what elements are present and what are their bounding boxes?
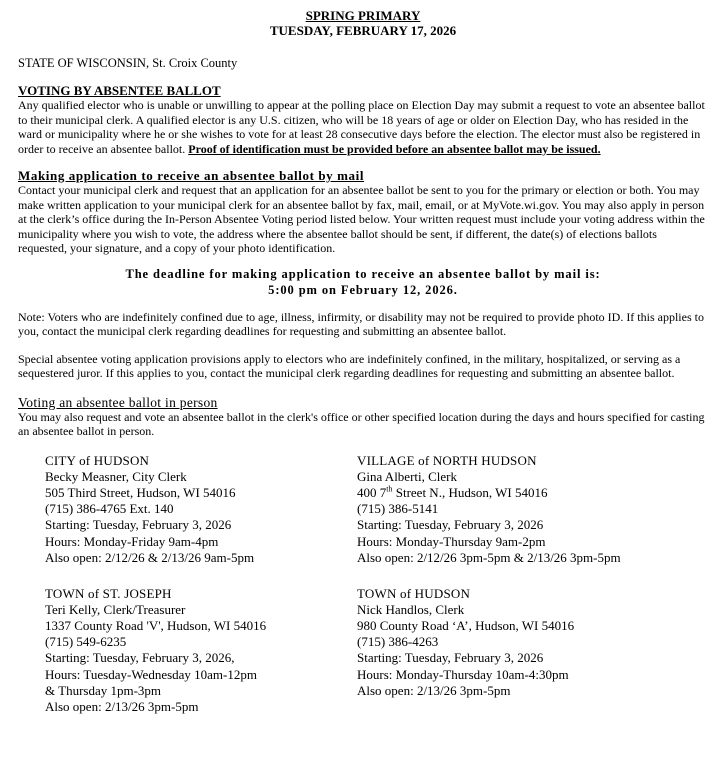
in-person-body: You may also request and vote an absentee ballot in the clerk's office or other specified location during the days and hours specified for casting an absentee ballot in person. bbox=[18, 409, 705, 438]
absentee-paragraph bbox=[18, 98, 708, 156]
office-city-of-hudson bbox=[45, 453, 375, 566]
office-town-of-st-joseph bbox=[45, 586, 375, 716]
office-starting: Starting: Tuesday, February 3, 2026 bbox=[357, 650, 544, 666]
ordinal-suffix: th bbox=[386, 484, 393, 494]
clerk-offices bbox=[18, 453, 708, 723]
election-date: TUESDAY, FEBRUARY 17, 2026 bbox=[269, 23, 457, 38]
office-phone: (715) 386-5141 bbox=[357, 501, 439, 517]
office-hours: Hours: Monday-Friday 9am-4pm bbox=[45, 533, 219, 549]
deadline-line-1: The deadline for making application to receive an absentee ballot by mail is: bbox=[125, 266, 601, 281]
mail-application-body: Contact your municipal clerk and request that an application for an absentee ballot be sent to you for the primary or election or both. You may make written application to your municipal clerk for an absentee ballot by fax, mail, email, or at MyVote.wi.gov. You may also apply in person at the clerk’s office during the In-Person Absentee Voting period listed below. Your written request must include your voting address within the municipality where you wish to vote, the address where the absentee ballot should be sent, if different, the date(s) of elections ballots requested, your signature, and a copy of your photo identification. bbox=[18, 183, 705, 255]
deadline-line-2: 5:00 pm on February 12, 2026. bbox=[268, 282, 458, 297]
mail-application-heading: Making application to receive an absentee ballot by mail bbox=[18, 168, 365, 183]
notice-document bbox=[18, 8, 708, 723]
special-provisions: Special absentee voting application provisions apply to electors who are indefinitely confined, in the military, hospitalized, or serving as a sequestered juror. If this applies to you, contact the municipal clerk regarding deadlines for requesting and submitting an absentee ballot. bbox=[18, 351, 681, 380]
office-hours-continued: & Thursday 1pm-3pm bbox=[45, 682, 162, 698]
notice-title: SPRING PRIMARY bbox=[305, 8, 421, 23]
office-phone: (715) 386-4263 bbox=[357, 634, 439, 650]
office-address bbox=[357, 485, 687, 501]
office-address: 505 Third Street, Hudson, WI 54016 bbox=[45, 484, 236, 500]
state-line: STATE OF WISCONSIN, St. Croix County bbox=[18, 56, 238, 70]
office-clerk: Gina Alberti, Clerk bbox=[357, 468, 458, 484]
absentee-body: Any qualified elector who is unable or unwilling to appear at the polling place on Election Day may submit a request to vote an absentee ballot to their municipal clerk. A qualified elector is any U.S. citizen, who will be 18 years of age or older on Election Day, who has resided in the ward or municipality where he or she wishes to vote for at least 28 consecutive days before the election. The elector must also be registered in order to receive an absentee ballot. bbox=[18, 98, 705, 156]
office-village-of-north-hudson bbox=[357, 453, 687, 566]
office-hours: Hours: Monday-Thursday 10am-4:30pm bbox=[357, 666, 569, 682]
office-name: TOWN of HUDSON bbox=[357, 585, 471, 601]
id-requirement: Proof of identification must be provided before an absentee ballot may be issued. bbox=[188, 141, 601, 156]
office-also-open: Also open: 2/12/26 3pm-5pm & 2/13/26 3pm-5pm bbox=[357, 549, 621, 565]
office-name: TOWN of ST. JOSEPH bbox=[45, 585, 172, 601]
office-starting: Starting: Tuesday, February 3, 2026 bbox=[357, 517, 544, 533]
office-phone: (715) 549-6235 bbox=[45, 634, 127, 650]
office-phone: (715) 386-4765 Ext. 140 bbox=[45, 501, 174, 517]
address-number: 400 7 bbox=[357, 484, 387, 500]
office-also-open: Also open: 2/13/26 3pm-5pm bbox=[357, 682, 511, 698]
office-clerk: Nick Handlos, Clerk bbox=[357, 601, 465, 617]
office-starting: Starting: Tuesday, February 3, 2026, bbox=[45, 650, 235, 666]
address-street: Street N., Hudson, WI 54016 bbox=[392, 484, 548, 500]
office-town-of-hudson bbox=[357, 586, 687, 699]
office-also-open: Also open: 2/12/26 & 2/13/26 9am-5pm bbox=[45, 549, 255, 565]
office-starting: Starting: Tuesday, February 3, 2026 bbox=[45, 517, 232, 533]
office-clerk: Becky Measner, City Clerk bbox=[45, 468, 187, 484]
office-hours: Hours: Tuesday-Wednesday 10am-12pm bbox=[45, 666, 257, 682]
office-address: 1337 County Road 'V', Hudson, WI 54016 bbox=[45, 617, 267, 633]
office-name: VILLAGE of NORTH HUDSON bbox=[357, 452, 537, 468]
office-clerk: Teri Kelly, Clerk/Treasurer bbox=[45, 601, 186, 617]
indefinitely-confined-note: Note: Voters who are indefinitely confined due to age, illness, infirmity, or disability may not be required to provide photo ID. If this applies to you, contact the municipal clerk regarding deadlines for requesting and submitting an absentee ballot. bbox=[18, 309, 704, 338]
in-person-heading: Voting an absentee ballot in person bbox=[18, 394, 218, 410]
office-address: 980 County Road ‘A’, Hudson, WI 54016 bbox=[357, 617, 575, 633]
absentee-heading: VOTING BY ABSENTEE BALLOT bbox=[18, 83, 221, 98]
office-hours: Hours: Monday-Thursday 9am-2pm bbox=[357, 533, 546, 549]
office-name: CITY of HUDSON bbox=[45, 452, 150, 468]
office-also-open: Also open: 2/13/26 3pm-5pm bbox=[45, 698, 199, 714]
